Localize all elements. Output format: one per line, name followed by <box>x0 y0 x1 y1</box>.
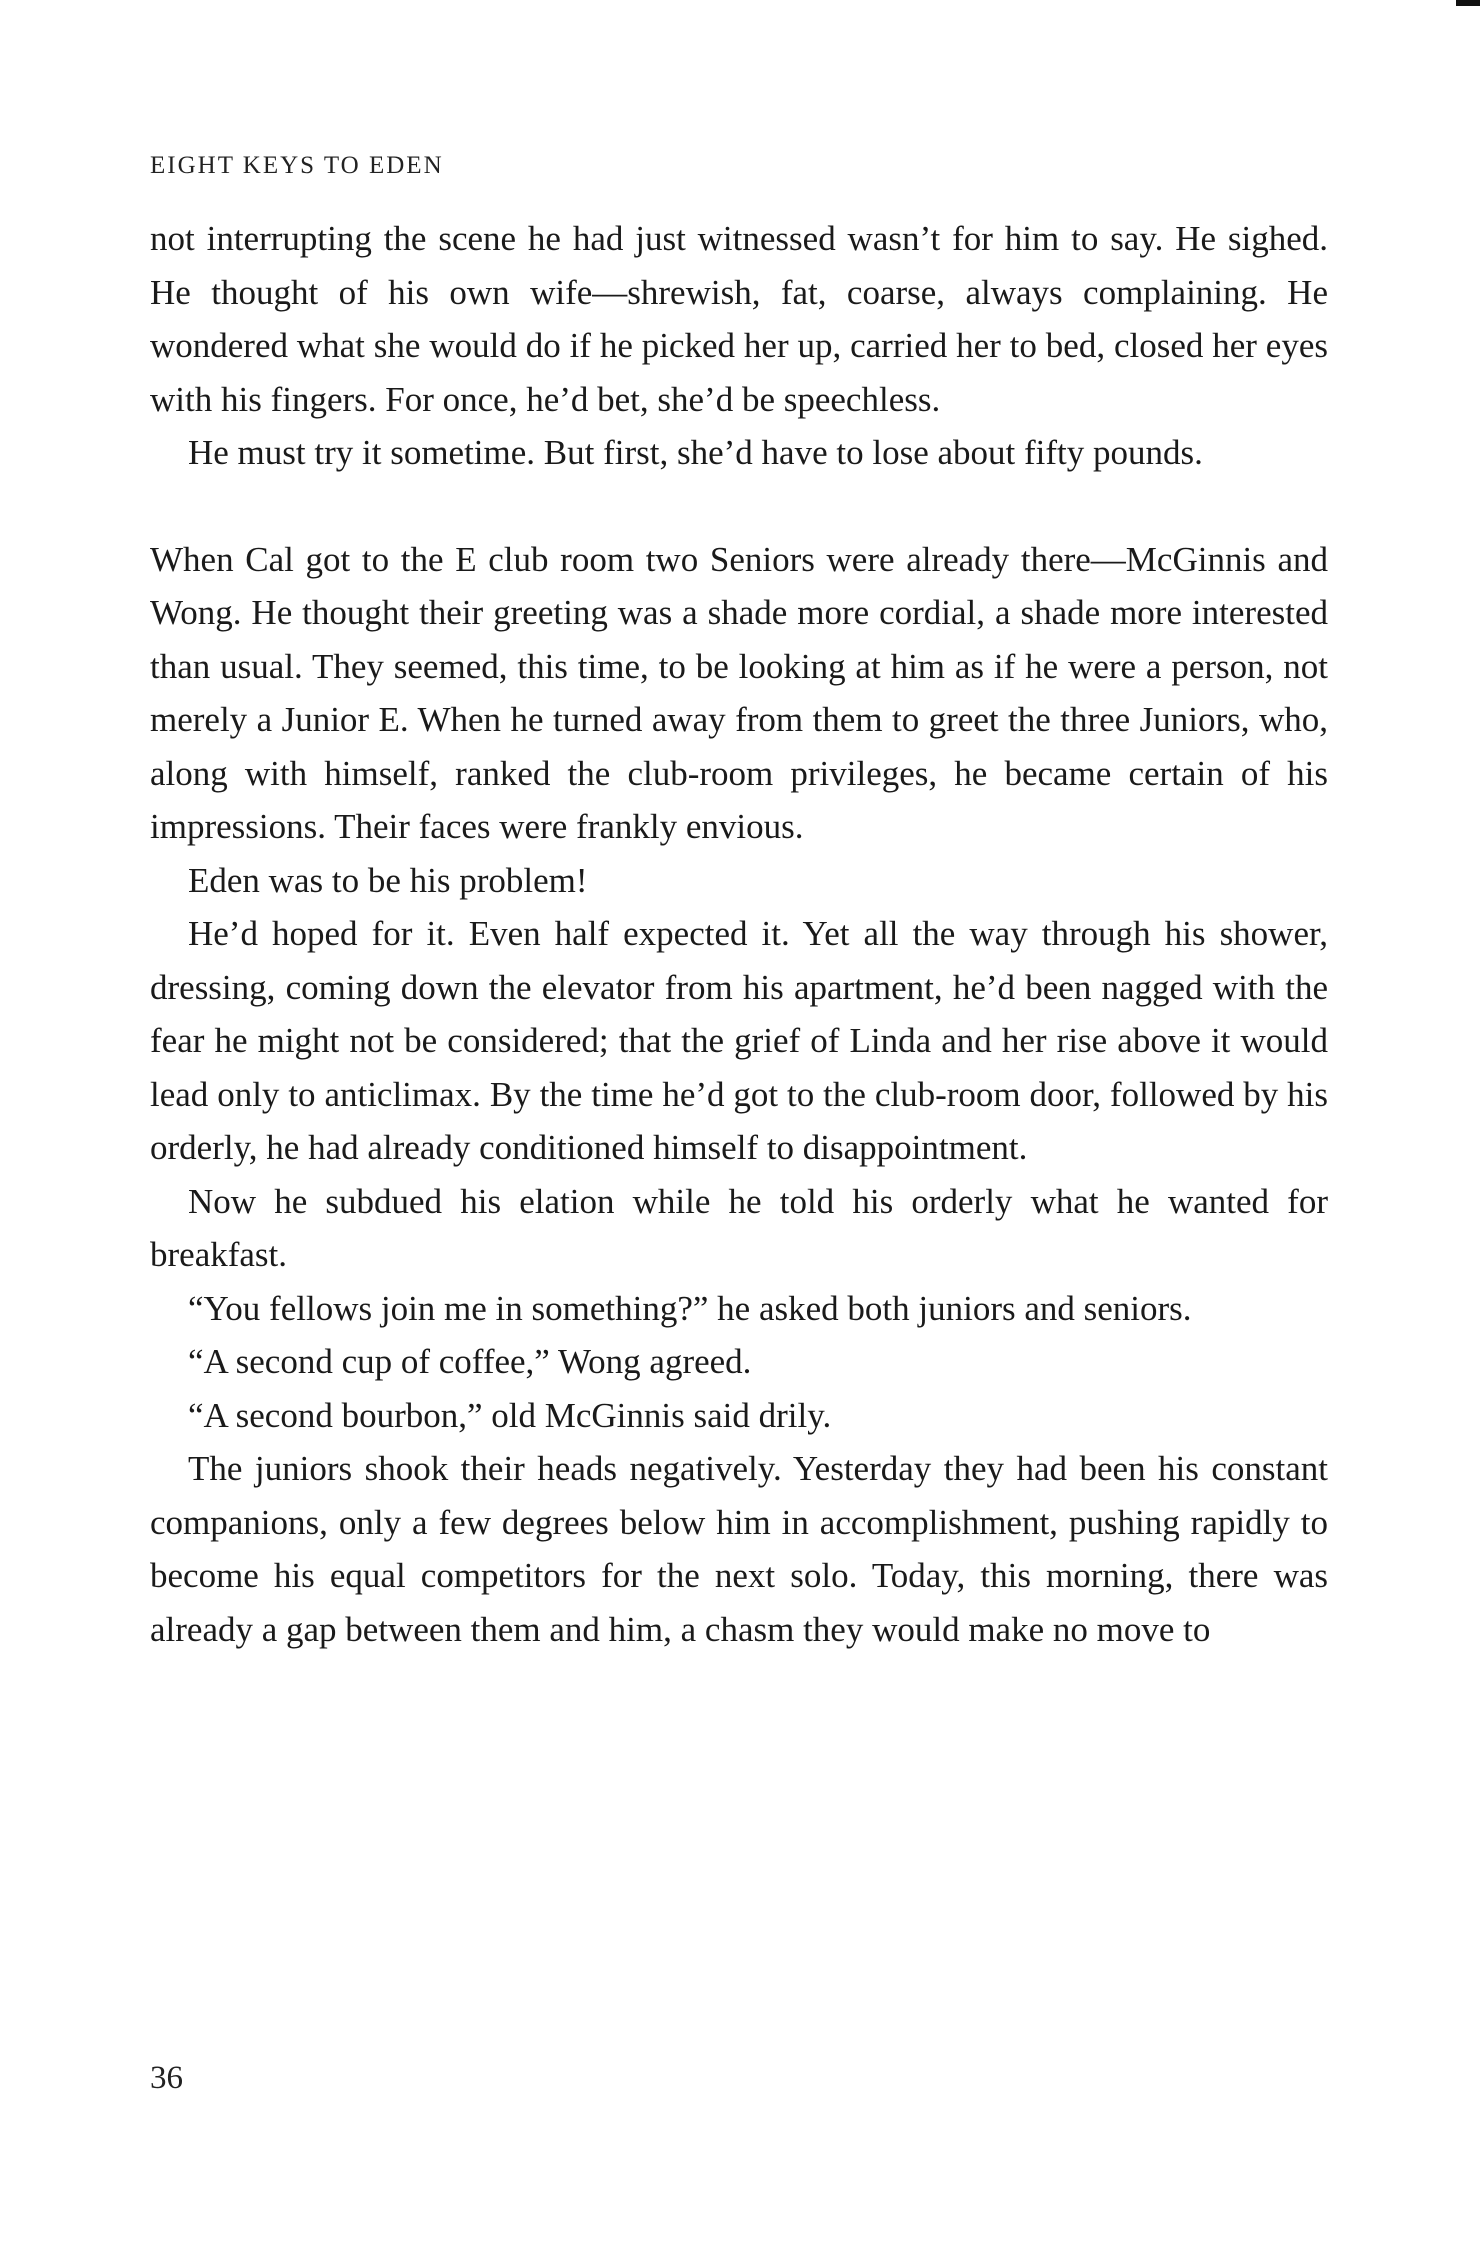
section-break <box>150 480 1328 533</box>
paragraph: He must try it sometime. But first, she’d have to lose about fifty pounds. <box>188 433 1203 472</box>
paragraph: “You fellows join me in something?” he asked both juniors and seniors. <box>188 1288 1192 1328</box>
paragraph: He’d hoped for it. Even half expected it. Yet all the way through his shower, dressing, coming down the elevator from his apartment, he’d been nagged with the fear he might not be considered; that the grief of Linda and her rise above it would lead only to anticlimax. By the time he’d got to the club-room door, followed by his orderly, he had already conditioned himself to disappointment. <box>150 914 1328 1167</box>
page-number: 36 <box>150 2060 183 2096</box>
corner-print-mark <box>1456 0 1480 6</box>
running-head: EIGHT KEYS TO EDEN <box>150 152 444 179</box>
paragraph: Eden was to be his problem! <box>188 860 588 900</box>
paragraph: The juniors shook their heads negatively. Yesterday they had been his constant companions, only a few degrees below him in accomplishment, pushing rapidly to become his equal competitors for the next solo. Today, this morning, there was already a gap between them and him, a chasm they would make no move to <box>150 1449 1328 1649</box>
paragraph: not interrupting the scene he had just witnessed wasn’t for him to say. He sighed. He thought of his own wife—shrewish, fat, coarse, always complaining. He wondered what she would do if he picked her up, carried her to bed, closed her eyes with his fingers. For once, he’d bet, she’d be speechless. <box>150 219 1328 419</box>
paragraph: When Cal got to the E club room two Seniors were already there—McGinnis and Wong. He thought their greeting was a shade more cordial, a shade more interested than usual. They seemed, this time, to be looking at him as if he were a person, not merely a Junior E. When he turned away from them to greet the three Juniors, who, along with himself, ranked the club-room privileges, he became certain of his impressions. Their faces were frankly envious. <box>150 539 1328 846</box>
body-text <box>150 212 1328 1656</box>
paragraph: “A second bourbon,” old McGinnis said drily. <box>188 1395 832 1435</box>
paragraph: Now he subdued his elation while he told his orderly what he wanted for breakfast. <box>150 1181 1328 1274</box>
paragraph: “A second cup of coffee,” Wong agreed. <box>188 1342 752 1381</box>
